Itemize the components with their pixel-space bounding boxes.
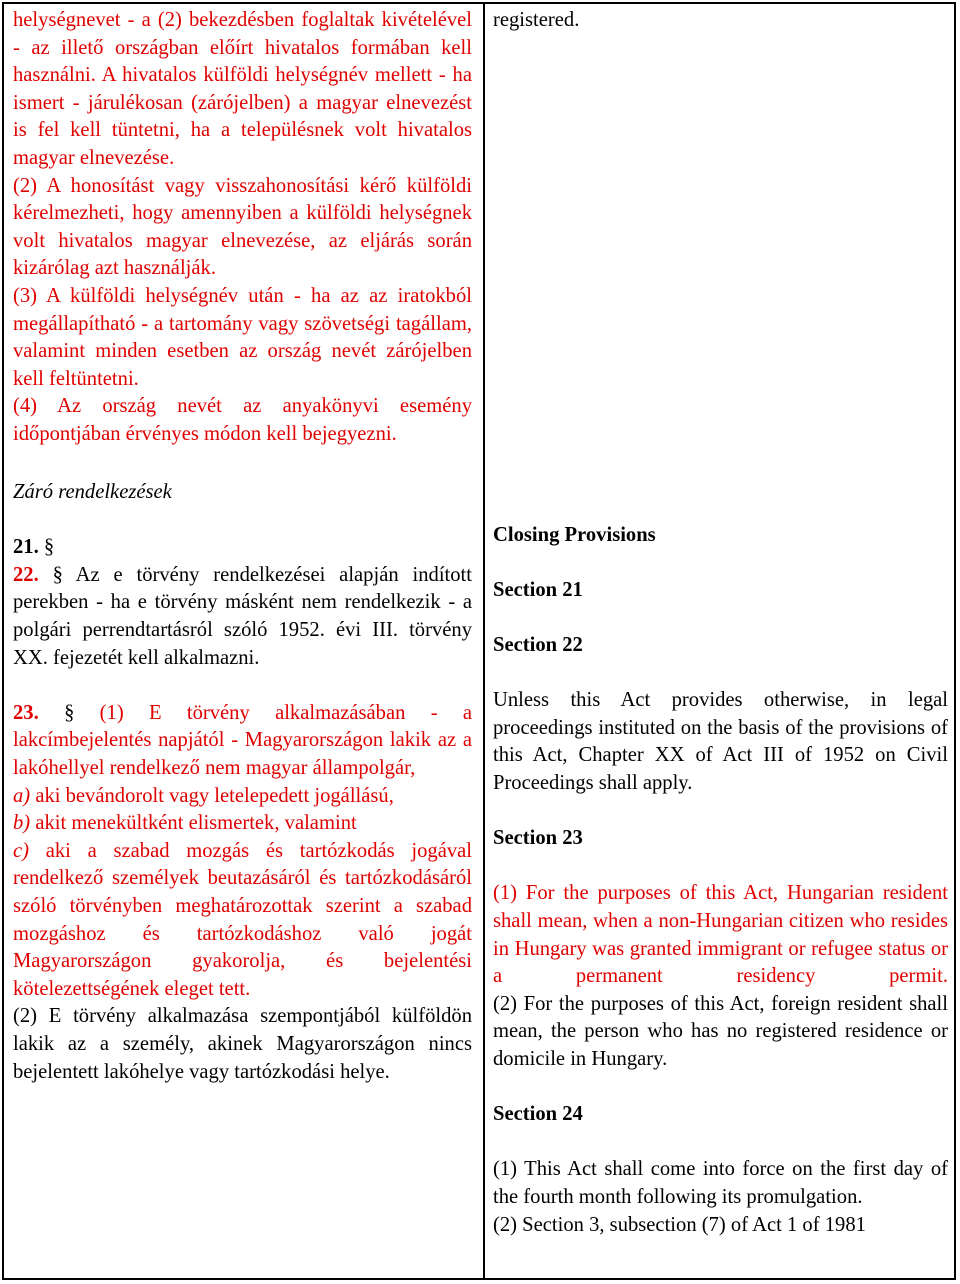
section-22-text-en: Unless this Act provides otherwise, in legal proceedings instituted on the basis of the provisions of this Act, Chapter XX of Act III of 1952 on Civil Proceedings shall apply. xyxy=(493,689,948,795)
paragraph-4-hu: (4) Az ország nevét az anyakönyvi esemény időpontjában érvényes módon kell bejegyezni. xyxy=(13,395,472,445)
section-23-para-1-hu xyxy=(13,700,472,783)
section-23-item-a-hu xyxy=(13,783,472,811)
column-divider xyxy=(483,4,485,1278)
section-24-para-1-en: (1) This Act shall come into force on the first day of the fourth month following its promulgation. xyxy=(493,1158,948,1208)
item-b-label: b) xyxy=(13,812,31,835)
section-sign: § xyxy=(64,701,75,724)
section-22-number: 22. xyxy=(13,563,39,586)
item-b-text: akit menekültként elismertek, valamint xyxy=(35,812,357,835)
section-23-para-1-en: (1) For the purposes of this Act, Hungarian resident shall mean, when a non-Hungarian citizen who resides in Hungary was granted immigrant or refugee status or a permanent residency permit. xyxy=(493,882,948,988)
section-21-hu xyxy=(13,534,472,562)
section-23-number: 23. xyxy=(13,701,39,724)
paragraph-3-hu: (3) A külföldi helységnév után - ha az az iratokból megállapítható - a tartomány vagy szövetségi tagállam, valamint minden esetben az ország nevét zárójelben kell feltüntetni. xyxy=(13,284,472,390)
document-page xyxy=(2,2,956,1280)
section-23-para-2-en: (2) For the purposes of this Act, foreign resident shall mean, the person who has no registered residence or domicile in Hungary. xyxy=(493,992,948,1070)
closing-heading-en: Closing Provisions xyxy=(493,523,656,546)
item-a-text: aki bevándorolt vagy letelepedett jogállású, xyxy=(35,784,394,807)
section-23-para-2-hu: (2) E törvény alkalmazása szempontjából külföldön lakik az a személy, akinek Magyarországon nincs bejelentett lakóhelye vagy tartózkodási helye. xyxy=(13,1005,472,1083)
hungarian-column xyxy=(13,7,472,1086)
section-22-en: Section 22 xyxy=(493,634,583,657)
section-21-number: 21. xyxy=(13,536,39,559)
section-24-en: Section 24 xyxy=(493,1103,583,1126)
section-23-en: Section 23 xyxy=(493,827,583,850)
english-column xyxy=(493,7,948,1239)
section-23-item-c-hu xyxy=(13,838,472,1004)
section-23-para-1-text: (1) E törvény alkalmazásában - a lakcímbejelentés napjától - Magyarországon lakik az a lakóhellyel rendelkező nem magyar állampolgár, xyxy=(13,701,473,780)
section-sign: § xyxy=(52,563,63,586)
item-a-label: a) xyxy=(13,784,31,807)
paragraph-2-hu: (2) A honosítást vagy visszahonosítási kérő külföldi kérelmezheti, hogy amennyiben a külföldi helységnek volt hivatalos magyar elnevezése, az eljárás során kizárólag azt használják. xyxy=(13,174,472,280)
intro-paragraph-hu: helységnevet - a (2) bekezdésben foglaltak kivételével - az illető országban előírt hivatalos formában kell használni. A hivatalos külföldi helységnév mellett - ha ismert - járulékosan (zárójelben) a magyar elnevezést is fel kell tüntetni, ha a településnek volt hivatalos magyar elnevezése. xyxy=(13,9,472,169)
closing-heading-hu: Záró rendelkezések xyxy=(13,481,172,504)
item-c-text: aki a szabad mozgás és tartózkodás jogával rendelkező személyek beutazásáról és tartózkodásáról szóló törvényben meghatározottak szerint a szabad mozgáshoz és tartózkodáshoz való jogát Magyarországon gyakorolja, és bejelentési kötelezettségének eleget tett. xyxy=(13,839,472,1000)
section-24-para-2-en: (2) Section 3, subsection (7) of Act 1 of 1981 xyxy=(493,1213,866,1236)
intro-paragraph-en: registered. xyxy=(493,9,580,31)
item-c-label: c) xyxy=(13,839,29,862)
section-sign: § xyxy=(43,536,55,559)
section-22-hu xyxy=(13,562,472,672)
section-23-item-b-hu xyxy=(13,810,472,838)
section-22-text-hu: Az e törvény rendelkezései alapján indított perekben - ha e törvény másként nem rendelkezik - a polgári perrendtartásról szóló 1952. évi III. törvény XX. fejezetét kell alkalmazni. xyxy=(13,563,472,669)
section-21-en: Section 21 xyxy=(493,578,583,601)
